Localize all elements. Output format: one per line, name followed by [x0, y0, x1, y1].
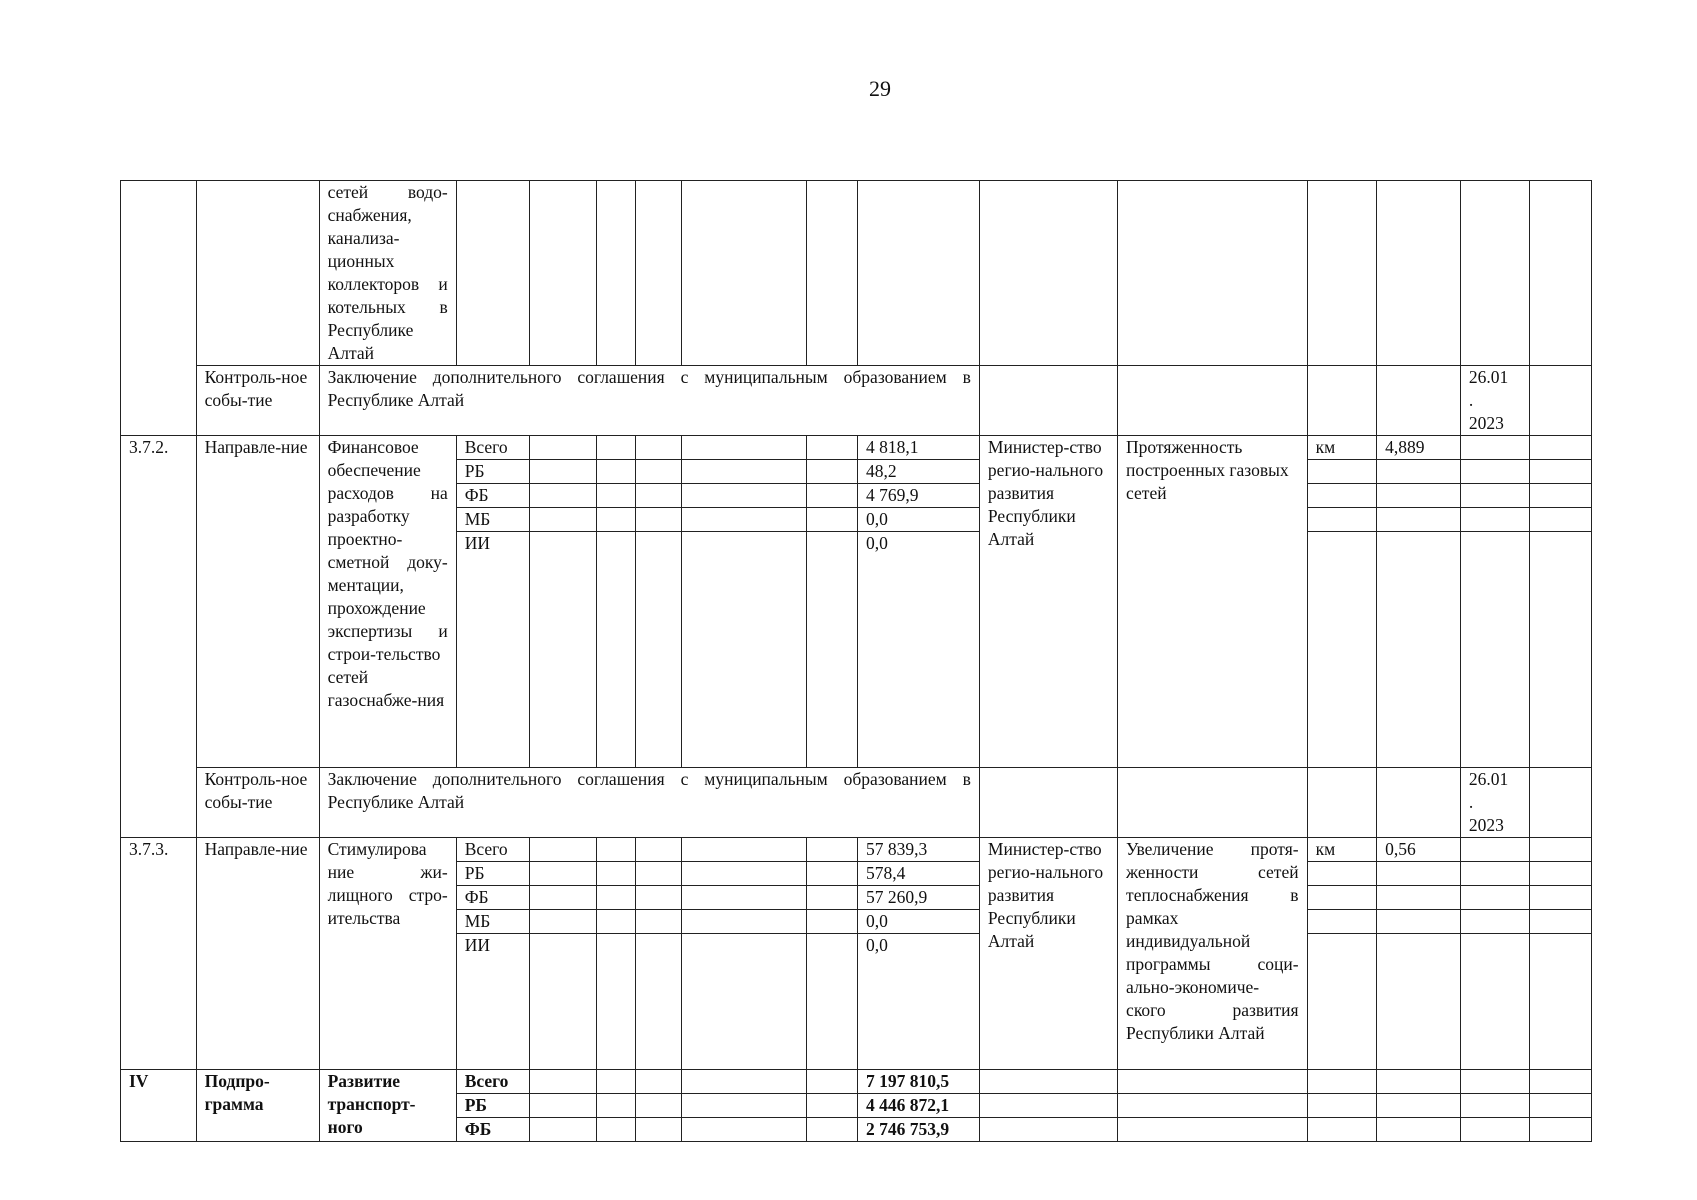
- event-date: 26.01 . 2023: [1460, 366, 1530, 436]
- source-label: Всего: [456, 1070, 530, 1094]
- executor: Министер-ство регио-нального развития Республики Алтай: [979, 838, 1117, 1070]
- source-value: 4 769,9: [857, 484, 979, 508]
- row-type: Направле-ние: [196, 436, 319, 768]
- row-type: Направле-ние: [196, 838, 319, 1070]
- event-text: Заключение дополнительного соглашения с муниципальным образованием в Республике Алтай: [319, 366, 979, 436]
- source-value: 4 818,1: [857, 436, 979, 460]
- source-label: МБ: [456, 910, 530, 934]
- source-label: ФБ: [456, 886, 530, 910]
- source-value: 57 839,3: [857, 838, 979, 862]
- table-row: [121, 436, 1592, 460]
- source-value: 0,0: [857, 910, 979, 934]
- measure-description: Стимулирова ние жи-лищного стро-ительства: [319, 838, 456, 1070]
- executor: Министер-ство регио-нального развития Республики Алтай: [979, 436, 1117, 768]
- source-label: ФБ: [456, 1118, 530, 1142]
- program-table: [120, 180, 1592, 1142]
- measure-description: Развитие транспорт-ного: [319, 1070, 456, 1142]
- source-label: ИИ: [456, 934, 530, 1070]
- source-value: 4 446 872,1: [857, 1094, 979, 1118]
- source-label: МБ: [456, 508, 530, 532]
- source-value: 578,4: [857, 862, 979, 886]
- source-value: 48,2: [857, 460, 979, 484]
- source-value: 0,0: [857, 934, 979, 1070]
- unit: км: [1307, 436, 1377, 460]
- row-number: IV: [121, 1070, 197, 1142]
- source-label: РБ: [456, 460, 530, 484]
- source-value: 2 746 753,9: [857, 1118, 979, 1142]
- source-label: Всего: [456, 436, 530, 460]
- row-number: 3.7.2.: [121, 436, 197, 838]
- unit: км: [1307, 838, 1377, 862]
- source-value: 7 197 810,5: [857, 1070, 979, 1094]
- source-label: Всего: [456, 838, 530, 862]
- table-row: [121, 181, 1592, 366]
- event-text: Заключение дополнительного соглашения с муниципальным образованием в Республике Алтай: [319, 768, 979, 838]
- event-type: Контроль-ное собы-тие: [196, 366, 319, 436]
- source-label: ФБ: [456, 484, 530, 508]
- row-number: 3.7.3.: [121, 838, 197, 1070]
- event-date: 26.01 . 2023: [1460, 768, 1530, 838]
- source-label: РБ: [456, 1094, 530, 1118]
- row-type: Подпро-грамма: [196, 1070, 319, 1142]
- indicator-value: 0,56: [1377, 838, 1461, 862]
- source-value: 0,0: [857, 508, 979, 532]
- indicator: Увеличение протя-женности сетей теплоснабжения в рамках индивидуальной программы соци-ально-экономиче-ского развития Республики Алтай: [1118, 838, 1308, 1070]
- source-label: ИИ: [456, 532, 530, 768]
- table-row: [121, 366, 1592, 436]
- page-number: 29: [869, 76, 891, 101]
- event-type: Контроль-ное собы-тие: [196, 768, 319, 838]
- table-row: [121, 838, 1592, 862]
- source-label: РБ: [456, 862, 530, 886]
- measure-description: Финансовое обеспечение расходов на разработку проектно-сметной доку-ментации, прохождение экспертизы и строи-тельство сетей газоснабже-ния: [319, 436, 456, 768]
- indicator-value: 4,889: [1377, 436, 1461, 460]
- measure-description: сетей водо-снабжения, канализа-ционных коллекторов и котельных в Республике Алтай: [319, 181, 456, 366]
- table-row: [121, 1070, 1592, 1094]
- indicator: Протяженность построенных газовых сетей: [1118, 436, 1308, 768]
- source-value: 0,0: [857, 532, 979, 768]
- source-value: 57 260,9: [857, 886, 979, 910]
- table-row: [121, 768, 1592, 838]
